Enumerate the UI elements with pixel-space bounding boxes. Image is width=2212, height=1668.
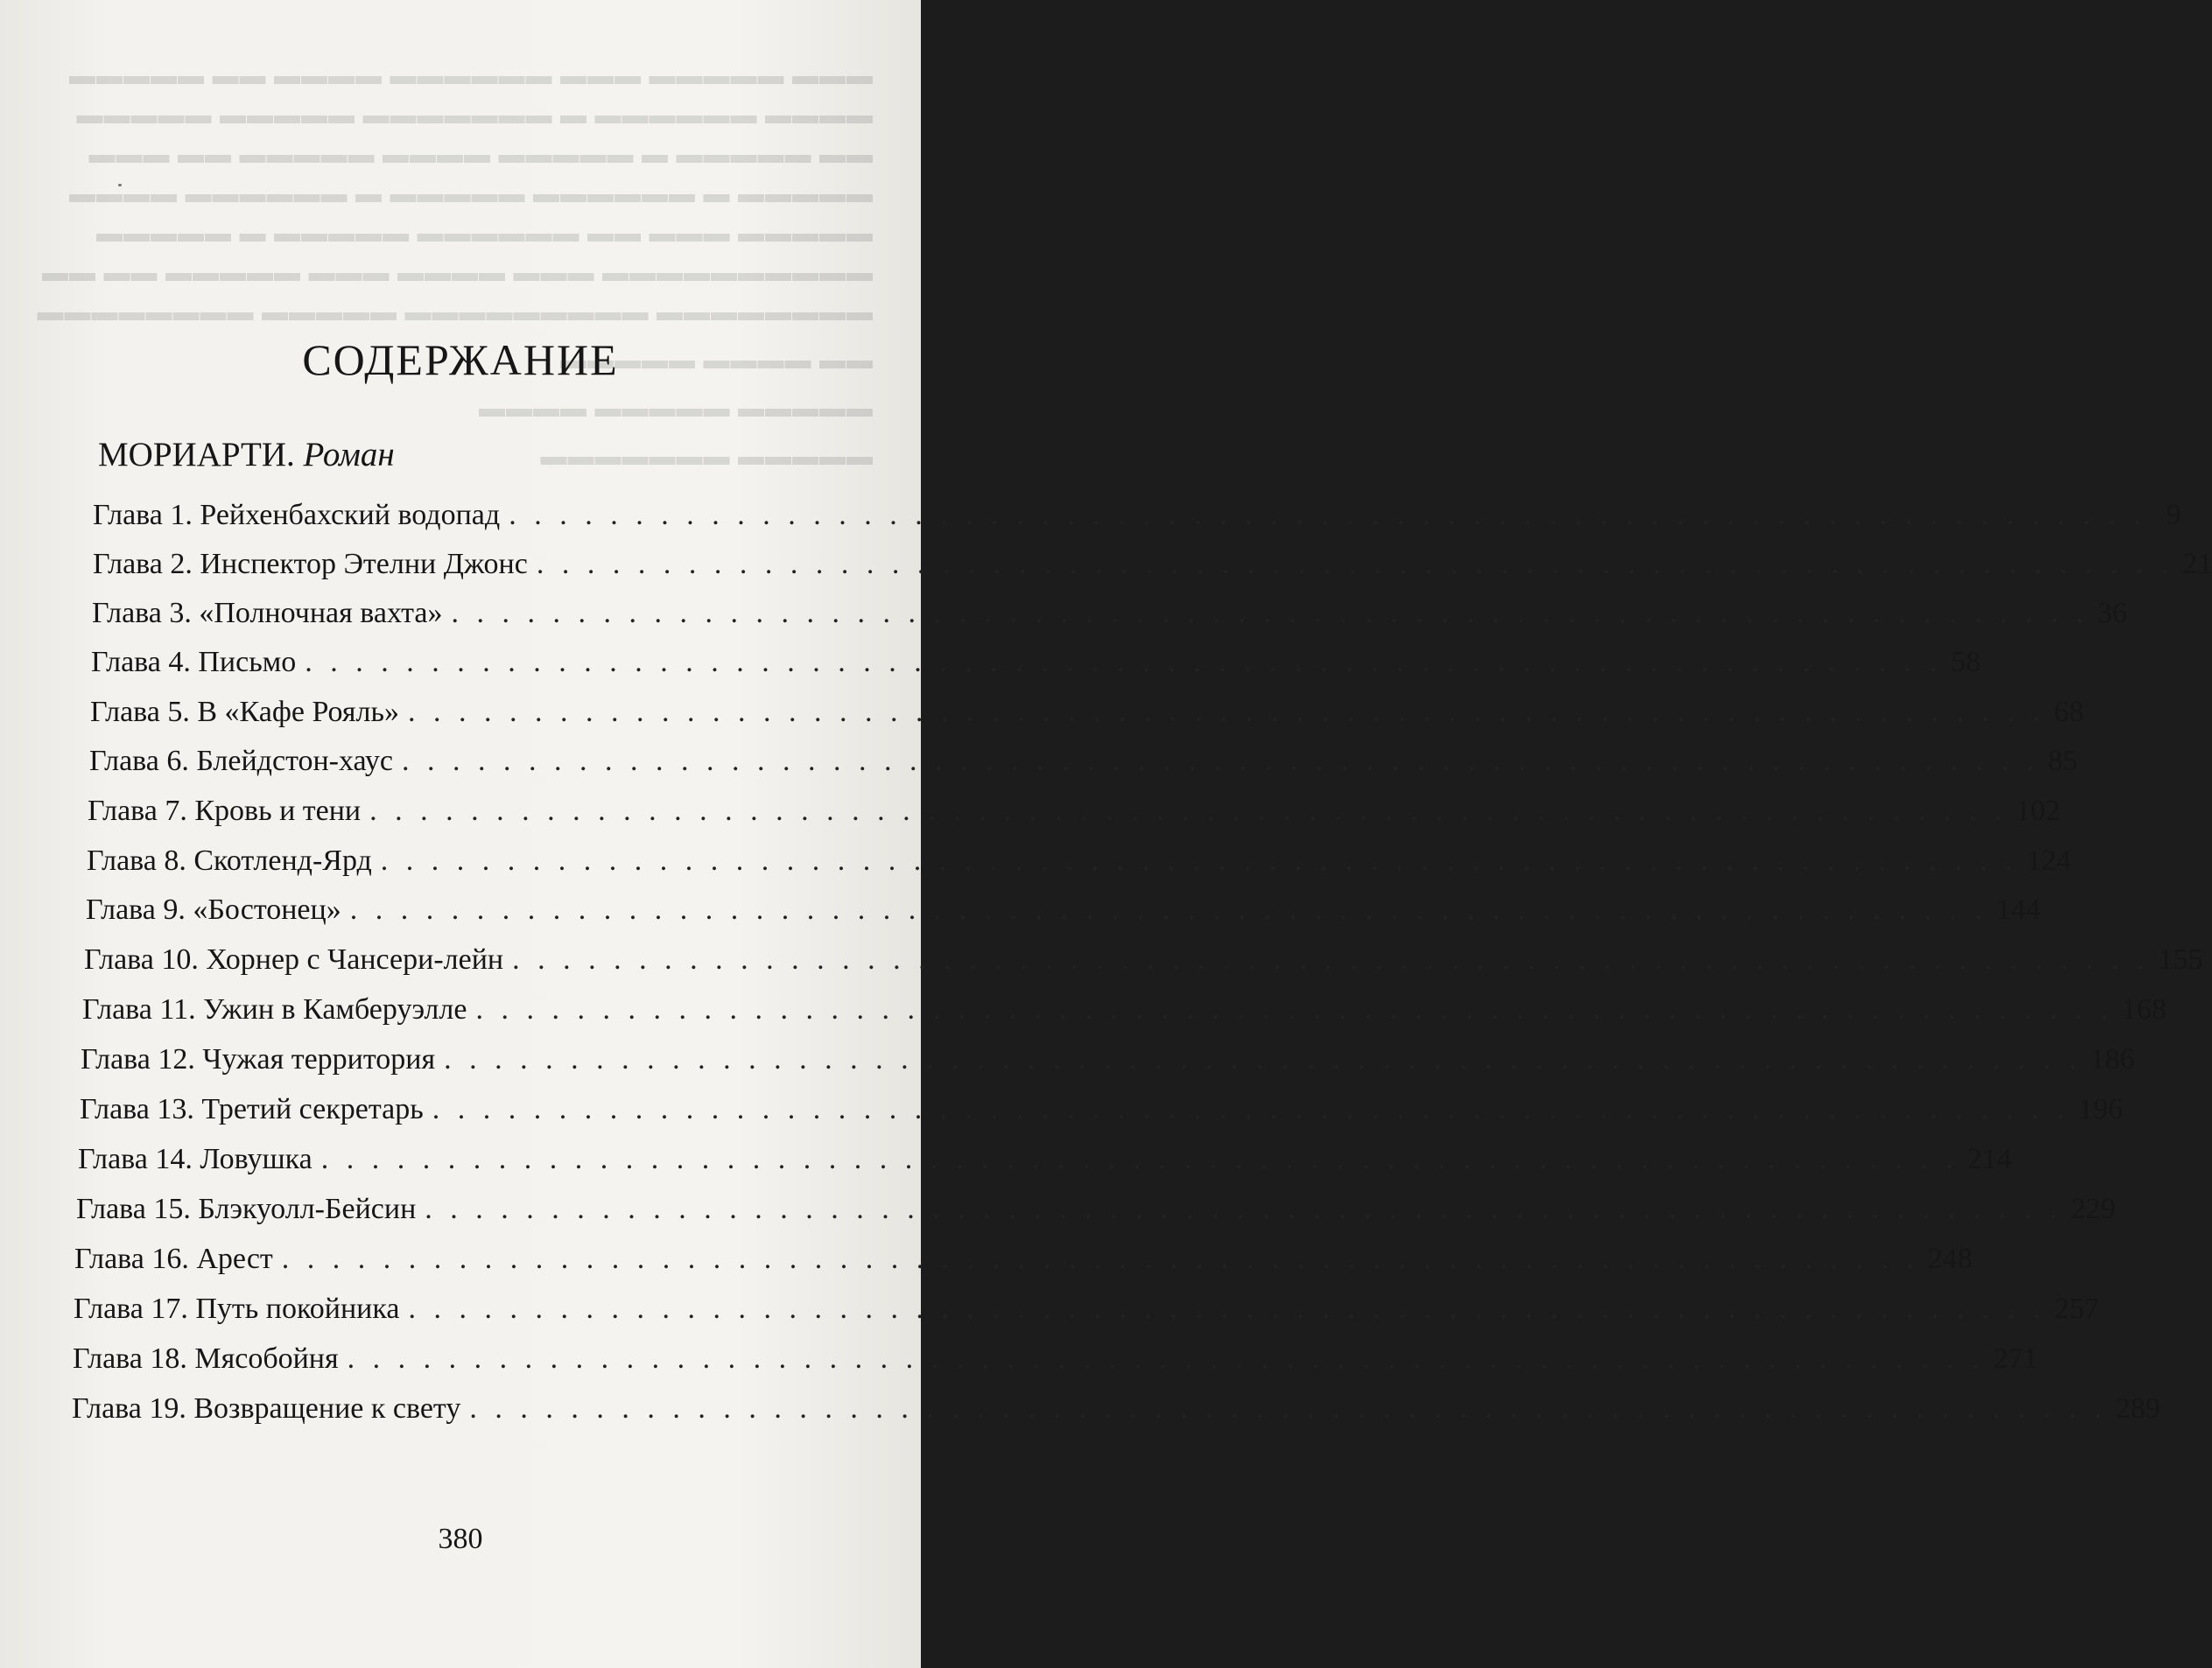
chapter-title: Глава 2. Инспектор Этелни Джонс	[93, 548, 528, 580]
page-number: 68	[2054, 696, 2084, 728]
toc-entry[interactable]	[91, 646, 1981, 693]
dot-leader	[512, 943, 2150, 977]
toc-entry[interactable]	[74, 1243, 1973, 1290]
toc-entry[interactable]	[84, 943, 2203, 991]
page-folio: 380	[438, 1523, 483, 1555]
dot-leader	[475, 993, 2113, 1027]
toc-entry[interactable]	[76, 1193, 2116, 1240]
page-number: 85	[2047, 745, 2078, 777]
chapter-title: Глава 18. Мясобойня	[73, 1342, 339, 1375]
page-number: 102	[2015, 795, 2061, 827]
page-number: 214	[1967, 1143, 2012, 1175]
chapter-title: Глава 8. Скотленд-Ярд	[87, 845, 372, 877]
chapter-title: Глава 4. Письмо	[91, 646, 297, 678]
dot-leader	[381, 845, 2019, 878]
toc-entry[interactable]	[88, 795, 2061, 842]
dot-leader	[469, 1392, 2107, 1426]
page-number: 9	[2166, 499, 2181, 531]
chapter-title: Глава 7. Кровь и тени	[88, 795, 362, 827]
page-number: 257	[2054, 1293, 2099, 1325]
chapter-title: Глава 11. Ужин в Камберуэлле	[82, 993, 467, 1026]
dot-leader	[282, 1243, 1920, 1276]
chapter-title: Глава 9. «Бостонец»	[86, 894, 341, 926]
chapter-title: Глава 12. Чужая территория	[81, 1043, 436, 1076]
chapter-title: Глава 13. Третий секретарь	[80, 1093, 424, 1125]
toc-entry[interactable]	[90, 696, 2084, 743]
page-number: 186	[2089, 1043, 2135, 1076]
dot-leader	[537, 548, 2174, 581]
page-number: 271	[1993, 1342, 2039, 1375]
toc-entry[interactable]	[74, 1293, 2099, 1340]
toc-entry[interactable]	[80, 1093, 2124, 1140]
page-number: 248	[1928, 1243, 1973, 1275]
chapter-title: Глава 19. Возвращение к свету	[72, 1392, 461, 1425]
page-number: 36	[2096, 597, 2127, 629]
page-number: 229	[2070, 1193, 2116, 1225]
page-number: 155	[2158, 943, 2203, 976]
dot-leader	[425, 1193, 2062, 1226]
toc-entry[interactable]	[72, 1392, 2160, 1440]
section-name: МОРИАРТИ.	[98, 436, 295, 473]
toc-entry[interactable]	[86, 894, 2041, 941]
dot-leader	[350, 894, 1988, 927]
dot-leader	[451, 597, 2089, 630]
chapter-title: Глава 6. Блейдстон-хаус	[89, 745, 394, 777]
toc-entry[interactable]	[81, 1043, 2135, 1090]
toc-entry[interactable]	[93, 499, 2181, 546]
toc-entry[interactable]	[92, 597, 2127, 644]
dot-leader	[402, 745, 2040, 778]
page-number: 124	[2026, 845, 2072, 877]
page-number: 58	[1950, 646, 1981, 678]
section-heading	[98, 435, 395, 474]
toc-entry[interactable]	[87, 845, 2072, 892]
toc-entry[interactable]	[73, 1342, 2039, 1390]
page-number: 289	[2115, 1392, 2160, 1425]
page-number: 21	[2182, 548, 2212, 580]
toc-entry[interactable]	[93, 548, 2212, 595]
chapter-title: Глава 5. В «Кафе Рояль»	[90, 696, 399, 728]
section-genre: Роман	[303, 436, 395, 473]
toc-entry[interactable]	[82, 993, 2166, 1041]
dot-leader	[408, 696, 2046, 729]
dot-leader	[321, 1143, 1959, 1176]
paper-speck	[118, 184, 122, 186]
page-number: 168	[2121, 993, 2166, 1026]
toc-entry[interactable]	[78, 1143, 2012, 1190]
dot-leader	[305, 646, 1942, 679]
chapter-title: Глава 14. Ловушка	[78, 1143, 312, 1175]
dot-leader	[408, 1293, 2046, 1326]
page-number: 144	[1996, 894, 2041, 926]
dot-leader	[444, 1043, 2082, 1076]
chapter-title: Глава 15. Блэкуолл-Бейсин	[76, 1193, 417, 1225]
toc-entry[interactable]	[89, 745, 2078, 792]
chapter-title: Глава 16. Арест	[74, 1243, 273, 1275]
chapter-title: Глава 3. «Полночная вахта»	[92, 597, 443, 629]
dot-leader	[432, 1093, 2070, 1126]
show-through-texture: ▬▬▬ ▬▬▬▬▬ ▬▬▬ ▬▬▬▬▬▬ ▬▬▬▬ ▬▬ ▬▬▬▬▬ ▬▬▬▬ ▬▬▬▬▬▬ ▬ ▬▬▬▬▬▬▬ ▬▬▬▬▬ ▬▬▬▬▬ ▬▬ ▬▬▬▬▬ ▬ ▬▬▬▬▬ ▬▬▬▬ ▬▬▬▬▬ ▬▬ ▬▬▬ ▬▬▬▬▬ ▬ ▬▬▬▬▬▬ ▬▬▬▬▬ ▬ ▬▬▬▬▬▬ ▬▬▬▬ ▬▬▬▬▬ ▬▬▬ ▬▬ ▬▬▬▬▬▬ ▬▬▬▬▬ ▬ ▬▬▬▬▬ ▬▬▬▬▬▬▬▬▬▬ ▬▬▬ ▬▬▬▬ ▬▬▬ ▬▬▬▬▬ ▬▬ ▬▬ ▬▬▬▬▬▬▬▬ ▬▬▬▬▬▬▬▬▬ ▬▬▬▬▬ ▬▬▬▬▬▬▬▬ ▬▬ ▬▬▬▬ ▬▬▬▬▬ ▬▬▬▬▬ ▬▬▬▬▬ ▬▬▬▬ ▬▬▬▬▬ ▬▬▬▬▬▬▬	[36, 61, 873, 471]
chapter-title: Глава 17. Путь покойника	[74, 1293, 400, 1325]
toc-title: СОДЕРЖАНИЕ	[302, 335, 619, 384]
dot-leader	[509, 499, 2146, 532]
chapter-title: Глава 10. Хорнер с Чансери-лейн	[84, 943, 504, 976]
dot-leader	[369, 795, 2007, 828]
page-number: 196	[2078, 1093, 2124, 1125]
chapter-title: Глава 1. Рейхенбахский водопад	[93, 499, 501, 531]
dot-leader	[348, 1342, 1985, 1376]
